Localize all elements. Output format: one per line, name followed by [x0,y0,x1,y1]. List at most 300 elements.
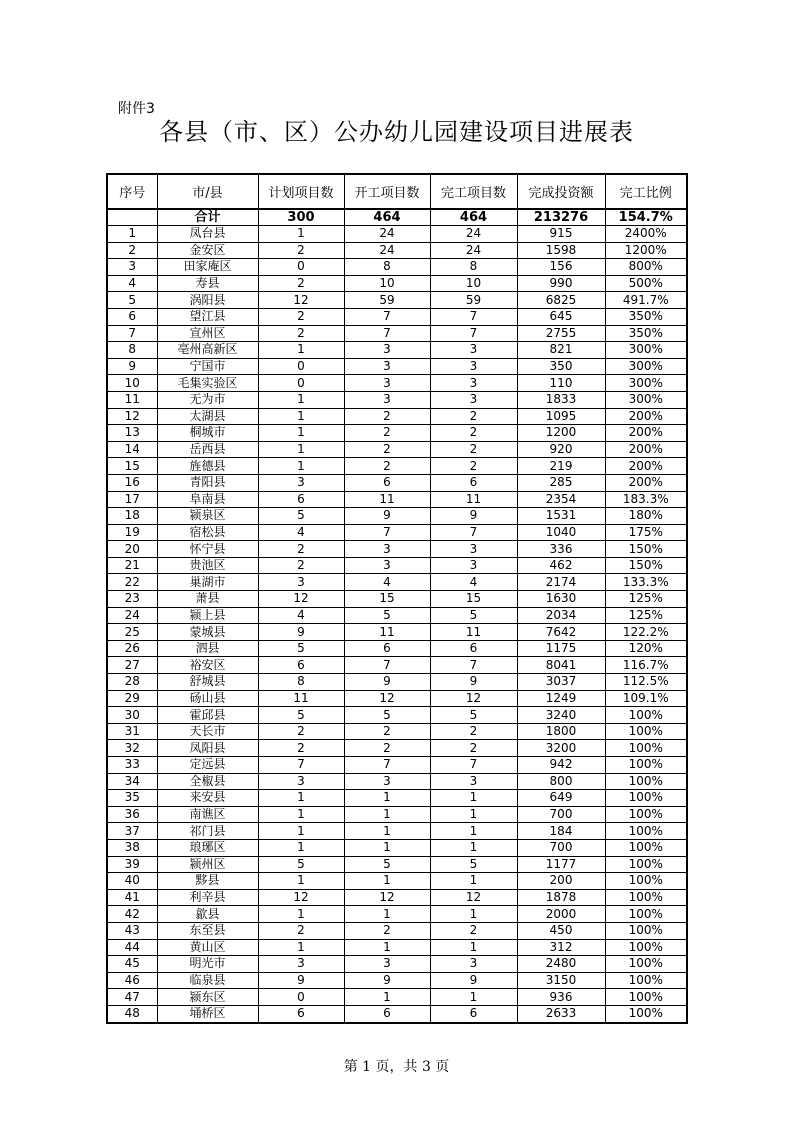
row-ratio: 100% [605,989,687,1006]
row-planned: 0 [258,259,344,276]
row-county: 亳州高新区 [157,342,258,359]
row-planned: 1 [258,790,344,807]
row-county: 望江县 [157,308,258,325]
row-completed: 2 [430,458,517,475]
row-county: 怀宁县 [157,541,258,558]
row-planned: 4 [258,524,344,541]
table-row [107,425,687,442]
row-ratio: 100% [605,707,687,724]
row-seq: 40 [107,873,157,890]
row-investment: 336 [517,541,605,558]
row-investment: 350 [517,358,605,375]
row-seq: 39 [107,856,157,873]
row-started: 9 [344,674,430,691]
row-investment: 1630 [517,591,605,608]
table-row [107,906,687,923]
row-ratio: 200% [605,458,687,475]
row-started: 5 [344,707,430,724]
row-ratio: 350% [605,308,687,325]
row-completed: 3 [430,541,517,558]
row-completed: 24 [430,242,517,259]
row-investment: 450 [517,922,605,939]
row-county: 天长市 [157,723,258,740]
row-ratio: 133.3% [605,574,687,591]
row-investment: 219 [517,458,605,475]
row-planned: 2 [258,723,344,740]
row-completed: 7 [430,524,517,541]
row-ratio: 300% [605,391,687,408]
row-started: 1 [344,906,430,923]
row-completed: 3 [430,773,517,790]
row-ratio: 300% [605,342,687,359]
row-seq: 47 [107,989,157,1006]
row-investment: 1531 [517,508,605,525]
row-county: 歙县 [157,906,258,923]
row-county: 黟县 [157,873,258,890]
row-seq: 8 [107,342,157,359]
row-investment: 2633 [517,1005,605,1022]
row-county: 利辛县 [157,889,258,906]
row-county: 宿松县 [157,524,258,541]
row-investment: 462 [517,557,605,574]
row-started: 1 [344,806,430,823]
table-row [107,524,687,541]
row-completed: 2 [430,723,517,740]
table-row [107,640,687,657]
row-planned: 8 [258,674,344,691]
row-started: 12 [344,690,430,707]
row-completed: 59 [430,292,517,309]
row-county: 桐城市 [157,425,258,442]
row-investment: 990 [517,275,605,292]
row-completed: 1 [430,939,517,956]
row-completed: 5 [430,607,517,624]
table-row [107,823,687,840]
row-completed: 2 [430,922,517,939]
row-investment: 700 [517,839,605,856]
row-county: 琅琊区 [157,839,258,856]
row-investment: 3150 [517,972,605,989]
row-completed: 9 [430,674,517,691]
row-started: 12 [344,889,430,906]
row-completed: 4 [430,574,517,591]
row-seq: 38 [107,839,157,856]
row-started: 3 [344,773,430,790]
row-planned: 2 [258,557,344,574]
row-planned: 1 [258,939,344,956]
row-ratio: 100% [605,906,687,923]
row-county: 旌德县 [157,458,258,475]
row-started: 1 [344,989,430,1006]
table-row [107,242,687,259]
row-county: 巢湖市 [157,574,258,591]
row-seq: 36 [107,806,157,823]
row-county: 阜南县 [157,491,258,508]
row-ratio: 1200% [605,242,687,259]
progress-table [106,173,688,1024]
row-seq: 45 [107,956,157,973]
row-planned: 1 [258,226,344,243]
row-investment: 285 [517,474,605,491]
row-completed: 7 [430,657,517,674]
row-seq: 31 [107,723,157,740]
row-planned: 2 [258,541,344,558]
row-planned: 3 [258,773,344,790]
table-row [107,956,687,973]
row-investment: 942 [517,757,605,774]
row-planned: 2 [258,325,344,342]
row-started: 3 [344,541,430,558]
row-planned: 12 [258,889,344,906]
row-county: 南谯区 [157,806,258,823]
table-row [107,674,687,691]
row-started: 1 [344,939,430,956]
row-completed: 7 [430,308,517,325]
table-row [107,873,687,890]
row-seq: 27 [107,657,157,674]
row-ratio: 800% [605,259,687,276]
row-county: 砀山县 [157,690,258,707]
row-seq: 1 [107,226,157,243]
row-planned: 1 [258,408,344,425]
row-completed: 6 [430,1005,517,1022]
row-planned: 0 [258,989,344,1006]
row-county: 毛集实验区 [157,375,258,392]
row-started: 6 [344,474,430,491]
row-county: 埇桥区 [157,1005,258,1022]
row-completed: 8 [430,259,517,276]
row-ratio: 200% [605,425,687,442]
row-planned: 1 [258,458,344,475]
row-completed: 2 [430,425,517,442]
row-planned: 2 [258,740,344,757]
row-seq: 16 [107,474,157,491]
row-seq: 6 [107,308,157,325]
row-ratio: 100% [605,723,687,740]
table-row [107,458,687,475]
row-completed: 3 [430,557,517,574]
row-planned: 1 [258,441,344,458]
row-seq: 33 [107,757,157,774]
row-seq: 21 [107,557,157,574]
table-row [107,939,687,956]
row-completed: 3 [430,358,517,375]
row-ratio: 500% [605,275,687,292]
table-row [107,1005,687,1022]
table-row [107,740,687,757]
table-row [107,292,687,309]
row-investment: 156 [517,259,605,276]
table-row [107,408,687,425]
table-row [107,342,687,359]
table-row [107,657,687,674]
row-ratio: 491.7% [605,292,687,309]
row-started: 3 [344,375,430,392]
row-seq: 15 [107,458,157,475]
row-investment: 2000 [517,906,605,923]
row-planned: 1 [258,823,344,840]
row-started: 3 [344,391,430,408]
row-ratio: 200% [605,408,687,425]
row-county: 凤阳县 [157,740,258,757]
row-started: 2 [344,740,430,757]
row-completed: 6 [430,474,517,491]
row-started: 2 [344,441,430,458]
row-ratio: 100% [605,873,687,890]
total-started: 464 [344,209,430,226]
row-ratio: 100% [605,790,687,807]
row-completed: 5 [430,707,517,724]
row-county: 裕安区 [157,657,258,674]
row-investment: 2174 [517,574,605,591]
row-completed: 6 [430,640,517,657]
row-ratio: 125% [605,591,687,608]
row-county: 宣州区 [157,325,258,342]
row-completed: 7 [430,325,517,342]
row-planned: 0 [258,375,344,392]
row-planned: 2 [258,275,344,292]
row-seq: 20 [107,541,157,558]
row-planned: 5 [258,508,344,525]
row-ratio: 100% [605,806,687,823]
row-completed: 15 [430,591,517,608]
row-seq: 5 [107,292,157,309]
total-label: 合计 [157,209,258,226]
row-planned: 1 [258,839,344,856]
row-investment: 649 [517,790,605,807]
row-seq: 32 [107,740,157,757]
row-ratio: 112.5% [605,674,687,691]
row-ratio: 100% [605,773,687,790]
row-investment: 800 [517,773,605,790]
row-seq: 13 [107,425,157,442]
row-completed: 1 [430,806,517,823]
row-started: 10 [344,275,430,292]
row-investment: 700 [517,806,605,823]
row-seq: 26 [107,640,157,657]
row-started: 3 [344,358,430,375]
row-seq: 12 [107,408,157,425]
row-completed: 1 [430,823,517,840]
table-row [107,839,687,856]
row-seq: 30 [107,707,157,724]
attachment-label: 附件3 [118,101,155,117]
row-planned: 3 [258,574,344,591]
row-started: 7 [344,325,430,342]
row-seq: 17 [107,491,157,508]
row-county: 萧县 [157,591,258,608]
table-row [107,972,687,989]
row-investment: 1040 [517,524,605,541]
total-planned: 300 [258,209,344,226]
row-completed: 3 [430,342,517,359]
row-ratio: 100% [605,856,687,873]
row-investment: 1200 [517,425,605,442]
table-row [107,591,687,608]
row-started: 59 [344,292,430,309]
row-investment: 1833 [517,391,605,408]
row-completed: 1 [430,906,517,923]
row-completed: 9 [430,972,517,989]
column-header-completed: 完工项目数 [430,174,517,209]
row-planned: 9 [258,624,344,641]
row-started: 1 [344,790,430,807]
row-county: 全椒县 [157,773,258,790]
row-ratio: 2400% [605,226,687,243]
table-row [107,508,687,525]
row-seq: 10 [107,375,157,392]
row-planned: 11 [258,690,344,707]
row-investment: 1598 [517,242,605,259]
row-investment: 200 [517,873,605,890]
row-county: 贵池区 [157,557,258,574]
row-seq: 7 [107,325,157,342]
row-county: 霍邱县 [157,707,258,724]
row-seq: 4 [107,275,157,292]
row-planned: 1 [258,873,344,890]
row-ratio: 350% [605,325,687,342]
table-row [107,989,687,1006]
table-row [107,226,687,243]
row-investment: 645 [517,308,605,325]
row-investment: 821 [517,342,605,359]
row-ratio: 100% [605,1005,687,1022]
row-completed: 24 [430,226,517,243]
table-row [107,856,687,873]
row-investment: 6825 [517,292,605,309]
row-started: 6 [344,1005,430,1022]
row-seq: 25 [107,624,157,641]
row-ratio: 300% [605,358,687,375]
row-seq: 44 [107,939,157,956]
table-row [107,607,687,624]
table-row [107,806,687,823]
row-seq: 43 [107,922,157,939]
table-row [107,441,687,458]
row-completed: 2 [430,740,517,757]
row-seq: 19 [107,524,157,541]
row-planned: 6 [258,1005,344,1022]
row-investment: 1800 [517,723,605,740]
row-started: 6 [344,640,430,657]
row-ratio: 100% [605,757,687,774]
row-investment: 3200 [517,740,605,757]
table-row [107,325,687,342]
row-started: 11 [344,491,430,508]
row-county: 临泉县 [157,972,258,989]
row-seq: 28 [107,674,157,691]
row-planned: 1 [258,425,344,442]
table-row [107,275,687,292]
row-seq: 22 [107,574,157,591]
row-ratio: 300% [605,375,687,392]
row-ratio: 120% [605,640,687,657]
row-started: 3 [344,342,430,359]
row-completed: 1 [430,989,517,1006]
row-ratio: 150% [605,557,687,574]
row-planned: 4 [258,607,344,624]
row-completed: 9 [430,508,517,525]
row-planned: 1 [258,906,344,923]
row-started: 2 [344,425,430,442]
row-seq: 2 [107,242,157,259]
row-started: 8 [344,259,430,276]
row-started: 24 [344,226,430,243]
total-seq [107,209,157,226]
table-row [107,574,687,591]
column-header-ratio: 完工比例 [605,174,687,209]
row-county: 田家庵区 [157,259,258,276]
table-row [107,922,687,939]
column-header-investment: 完成投资额 [517,174,605,209]
row-started: 24 [344,242,430,259]
row-completed: 7 [430,757,517,774]
row-county: 颍泉区 [157,508,258,525]
row-started: 11 [344,624,430,641]
row-ratio: 125% [605,607,687,624]
row-ratio: 100% [605,972,687,989]
row-investment: 8041 [517,657,605,674]
row-completed: 1 [430,790,517,807]
row-investment: 312 [517,939,605,956]
row-planned: 5 [258,640,344,657]
row-ratio: 116.7% [605,657,687,674]
table-row [107,391,687,408]
row-completed: 3 [430,391,517,408]
table-row [107,723,687,740]
row-started: 7 [344,308,430,325]
row-planned: 6 [258,491,344,508]
row-ratio: 200% [605,474,687,491]
row-completed: 12 [430,690,517,707]
row-investment: 184 [517,823,605,840]
row-investment: 2480 [517,956,605,973]
row-planned: 12 [258,292,344,309]
row-completed: 1 [430,839,517,856]
row-planned: 12 [258,591,344,608]
row-started: 7 [344,657,430,674]
row-investment: 2034 [517,607,605,624]
table-row [107,474,687,491]
row-county: 寿县 [157,275,258,292]
page-title: 各县（市、区）公办幼儿园建设项目进展表 [159,118,634,146]
row-county: 涡阳县 [157,292,258,309]
table-row [107,308,687,325]
row-completed: 2 [430,408,517,425]
row-completed: 1 [430,873,517,890]
row-ratio: 100% [605,740,687,757]
row-county: 宁国市 [157,358,258,375]
row-seq: 35 [107,790,157,807]
row-planned: 1 [258,391,344,408]
row-seq: 29 [107,690,157,707]
row-started: 2 [344,723,430,740]
row-planned: 2 [258,308,344,325]
column-header-seq: 序号 [107,174,157,209]
row-county: 舒城县 [157,674,258,691]
row-ratio: 180% [605,508,687,525]
column-header-county: 市/县 [157,174,258,209]
row-planned: 5 [258,707,344,724]
page-footer: 第 1 页，共 3 页 [343,1059,450,1075]
row-investment: 915 [517,226,605,243]
row-ratio: 200% [605,441,687,458]
row-county: 东至县 [157,922,258,939]
row-started: 7 [344,757,430,774]
total-investment: 213276 [517,209,605,226]
row-investment: 110 [517,375,605,392]
table-row [107,541,687,558]
